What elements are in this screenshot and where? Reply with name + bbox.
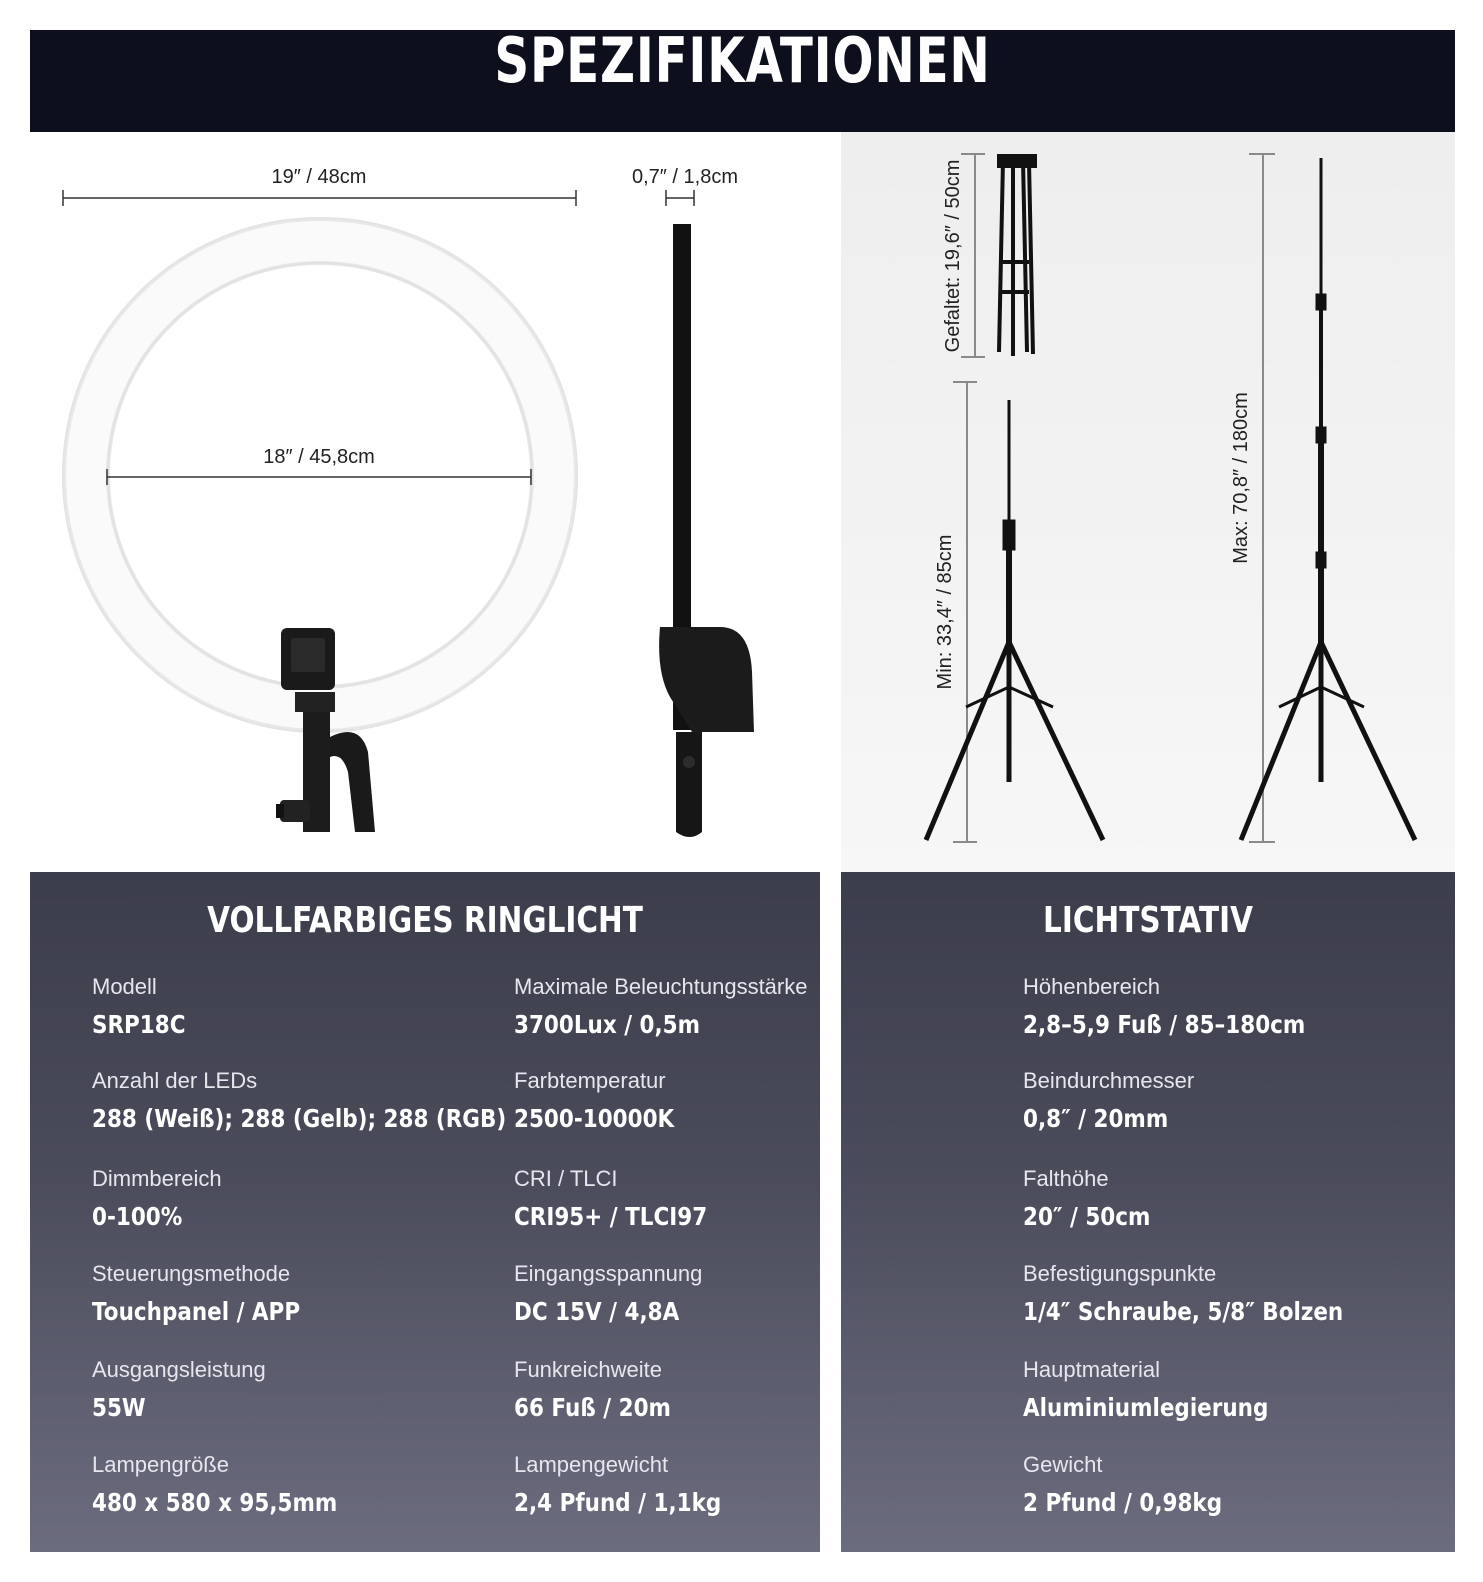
stand-section-title: LICHTSTATIV	[1043, 900, 1253, 941]
spec-label: Höhenbereich	[1023, 974, 1160, 999]
ringlight-image-panel	[30, 132, 820, 872]
spec-value: 1/4″ Schraube, 5/8″ Bolzen	[1023, 1297, 1344, 1326]
ringlight-side-profile	[632, 166, 754, 837]
spec-label: Beindurchmesser	[1023, 1068, 1195, 1093]
spec-value: 480 x 580 x 95,5mm	[92, 1488, 338, 1517]
header-banner	[30, 30, 1455, 132]
spec-item	[1023, 1166, 1171, 1231]
ringlight-illustration	[30, 132, 820, 872]
spec-item	[1023, 1357, 1308, 1422]
spec-value: SRP18C	[92, 1010, 186, 1039]
spec-label: Steuerungsmethode	[92, 1261, 291, 1286]
spec-label: Maximale Beleuchtungsstärke	[514, 974, 808, 999]
stand-max-extended	[1241, 158, 1415, 840]
spec-label: Modell	[92, 974, 157, 999]
spec-value: 55W	[92, 1393, 146, 1422]
spec-label: Anzahl der LEDs	[92, 1068, 258, 1093]
folded-stand	[999, 156, 1035, 356]
spec-label: Dimmbereich	[92, 1166, 222, 1191]
stand-specs-panel	[841, 872, 1455, 1552]
spec-label: Hauptmaterial	[1023, 1357, 1160, 1382]
spec-label: Funkreichweite	[514, 1357, 662, 1382]
spec-value: 2 Pfund / 0,98kg	[1023, 1488, 1223, 1517]
spec-item	[92, 1166, 222, 1231]
spec-label: Falthöhe	[1023, 1166, 1109, 1191]
spec-item	[514, 1261, 706, 1326]
spec-item	[1023, 974, 1351, 1039]
spec-value: 0,8″ / 20mm	[1023, 1104, 1169, 1133]
folded-height-dimension	[942, 154, 985, 357]
spec-item	[1023, 1452, 1255, 1517]
stand-illustration	[841, 132, 1455, 872]
ringlight-specs-panel	[30, 872, 820, 1552]
spec-value: 288 (Weiß); 288 (Gelb); 288 (RGB)	[92, 1104, 507, 1133]
spec-item	[1023, 1068, 1194, 1133]
spec-item	[1023, 1261, 1395, 1326]
inner-diameter-dimension	[107, 446, 531, 485]
spec-label: Eingangsspannung	[514, 1261, 703, 1286]
stand-image-panel	[841, 132, 1455, 872]
ringlight-section-title: VOLLFARBIGES RINGLICHT	[207, 900, 643, 941]
spec-label: Befestigungspunkte	[1023, 1261, 1217, 1286]
spec-label: CRI / TLCI	[514, 1166, 618, 1191]
page-title: SPEZIFIKATIONEN	[494, 30, 991, 97]
spec-label: Lampengewicht	[514, 1452, 669, 1477]
folded-height-label: Gefaltet: 19,6″ / 50cm	[942, 159, 964, 353]
spec-item	[514, 974, 807, 1039]
spec-value: 2,4 Pfund / 1,1kg	[514, 1488, 722, 1517]
spec-label: Gewicht	[1023, 1452, 1103, 1477]
spec-value: 2,8–5,9 Fuß / 85–180cm	[1023, 1010, 1306, 1039]
spec-value: Aluminiumlegierung	[1023, 1393, 1269, 1422]
thickness-label: 0,7″ / 1,8cm	[631, 166, 739, 188]
spec-item	[514, 1068, 700, 1133]
spec-label: Lampengröße	[92, 1452, 229, 1477]
spec-value: Touchpanel / APP	[92, 1297, 301, 1326]
spec-value: 2500-10000K	[514, 1104, 675, 1133]
spec-item	[92, 1068, 574, 1133]
spec-label: Ausgangsleistung	[92, 1357, 266, 1382]
spec-value: 3700Lux / 0,5m	[514, 1010, 701, 1039]
spec-value: 66 Fuß / 20m	[514, 1393, 671, 1422]
spec-item	[92, 1357, 266, 1422]
max-height-label: Max: 70,8″ / 180cm	[1230, 392, 1252, 564]
spec-item	[92, 1261, 334, 1326]
spec-item	[92, 1452, 377, 1517]
spec-item	[92, 974, 201, 1039]
spec-item	[514, 1357, 696, 1422]
spec-value: 20″ / 50cm	[1023, 1202, 1151, 1231]
min-height-label: Min: 33,4″ / 85cm	[934, 534, 956, 690]
outer-diameter-label: 19″ / 48cm	[271, 166, 367, 188]
outer-diameter-dimension	[63, 166, 576, 206]
max-height-dimension	[1230, 154, 1275, 842]
spec-item	[514, 1166, 739, 1231]
spec-value: CRI95+ / TLCI97	[514, 1202, 708, 1231]
spec-value: DC 15V / 4,8A	[514, 1297, 680, 1326]
spec-label: Farbtemperatur	[514, 1068, 666, 1093]
spec-value: 0-100%	[92, 1202, 183, 1231]
inner-diameter-label: 18″ / 45,8cm	[263, 446, 375, 468]
spec-item	[514, 1452, 755, 1517]
